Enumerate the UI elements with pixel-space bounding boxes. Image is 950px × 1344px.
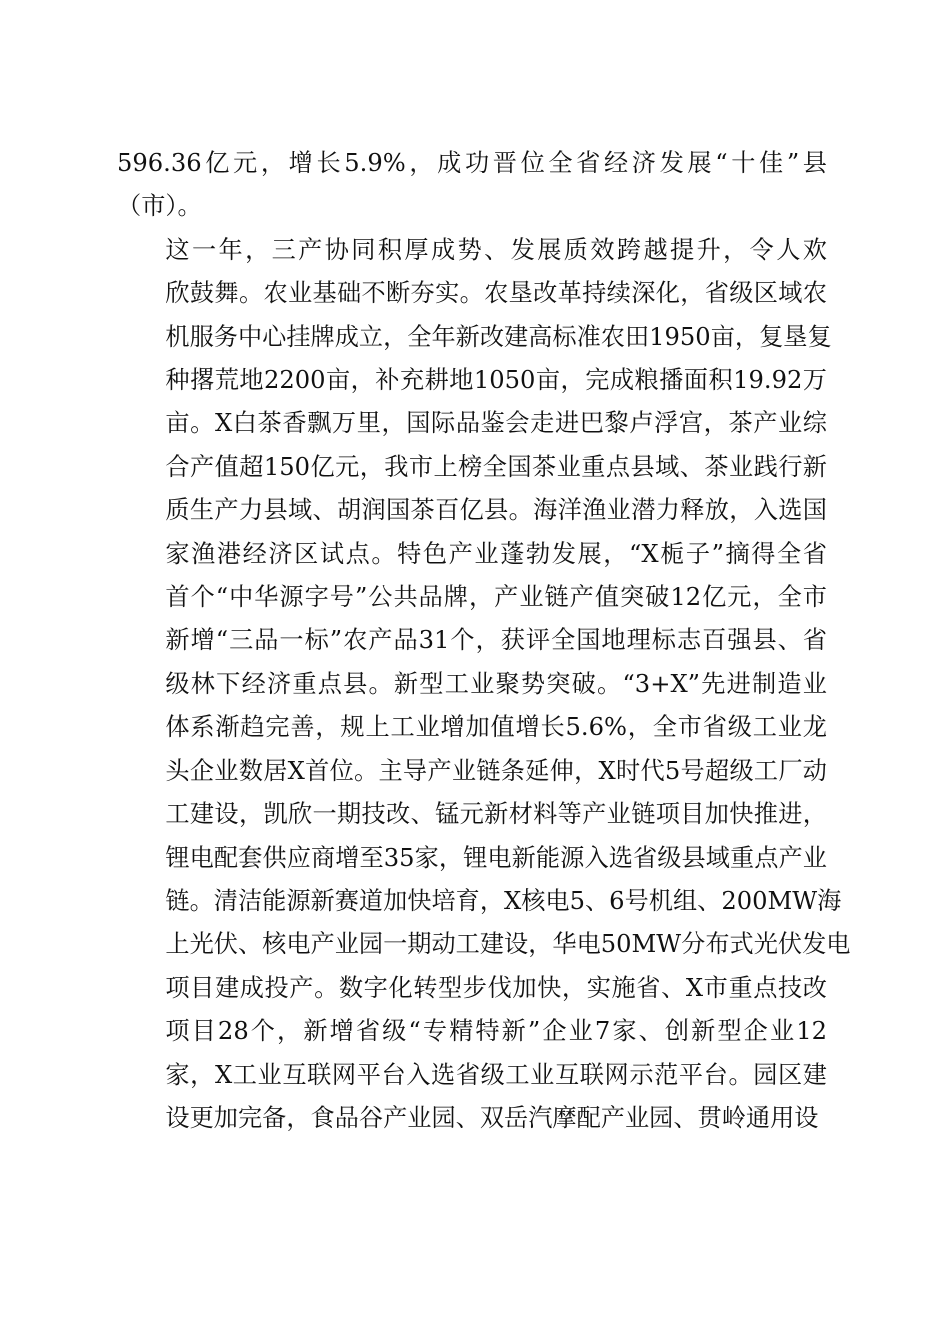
text-line: 链。清洁能源新赛道加快培育，X核电5、6号机组、200MW海 [165,886,842,915]
text-line: 种撂荒地2200亩，补充耕地1050亩，完成粮播面积19.92万 [165,366,827,395]
text-line: 首个“中华源字号”公共品牌，产业链产值突破12亿元，全市 [165,583,827,612]
text-line: 头企业数居X首位。主导产业链条延伸，X时代5号超级工厂动 [165,756,827,785]
text-line: 合产值超150亿元，我市上榜全国茶业重点县域、茶业践行新 [165,452,827,481]
text-line: （市）。 [117,192,202,221]
text-line: 欣鼓舞。农业基础不断夯实。农垦改革持续深化，省级区域农 [165,279,827,308]
text-line: 家，X工业互联网平台入选省级工业互联网示范平台。园区建 [165,1060,827,1089]
text-line: 项目28个，新增省级“专精特新”企业7家、创新型企业12 [165,1017,827,1046]
text-line: 体系渐趋完善，规上工业增加值增长5.6%，全市省级工业龙 [165,713,827,742]
text-line: 锂电配套供应商增至35家，锂电新能源入选省级县域重点产业 [165,843,827,872]
text-line: 上光伏、核电产业园一期动工建设，华电50MW分布式光伏发电 [165,930,851,959]
text-line: 质生产力县域、胡润国茶百亿县。海洋渔业潜力释放，入选国 [165,496,827,525]
text-line: 亩。X白茶香飘万里，国际品鉴会走进巴黎卢浮宫，茶产业综 [165,409,827,438]
paragraph [117,142,827,229]
text-line: 这一年，三产协同积厚成势、发展质效跨越提升，令人欢 [165,235,827,264]
text-line: 机服务中心挂牌成立，全年新改建高标准农田1950亩，复垦复 [165,322,832,351]
text-line: 级林下经济重点县。新型工业聚势突破。“3+X”先进制造业 [165,669,827,698]
text-line: 596.36亿元，增长5.9%，成功晋位全省经济发展“十佳”县 [117,149,827,177]
text-line: 设更加完备，食品谷产业园、双岳汽摩配产业园、贯岭通用设 [165,1103,819,1132]
body-text [117,142,851,1140]
text-line: 家渔港经济区试点。特色产业蓬勃发展，“X栀子”摘得全省 [165,539,827,568]
text-line: 新增“三品一标”农产品31个，获评全国地理标志百强县、省 [165,626,827,655]
paragraph [117,229,851,1141]
text-line: 工建设，凯欣一期技改、锰元新材料等产业链项目加快推进， [165,800,827,829]
text-line: 项目建成投产。数字化转型步伐加快，实施省、X市重点技改 [165,973,827,1002]
